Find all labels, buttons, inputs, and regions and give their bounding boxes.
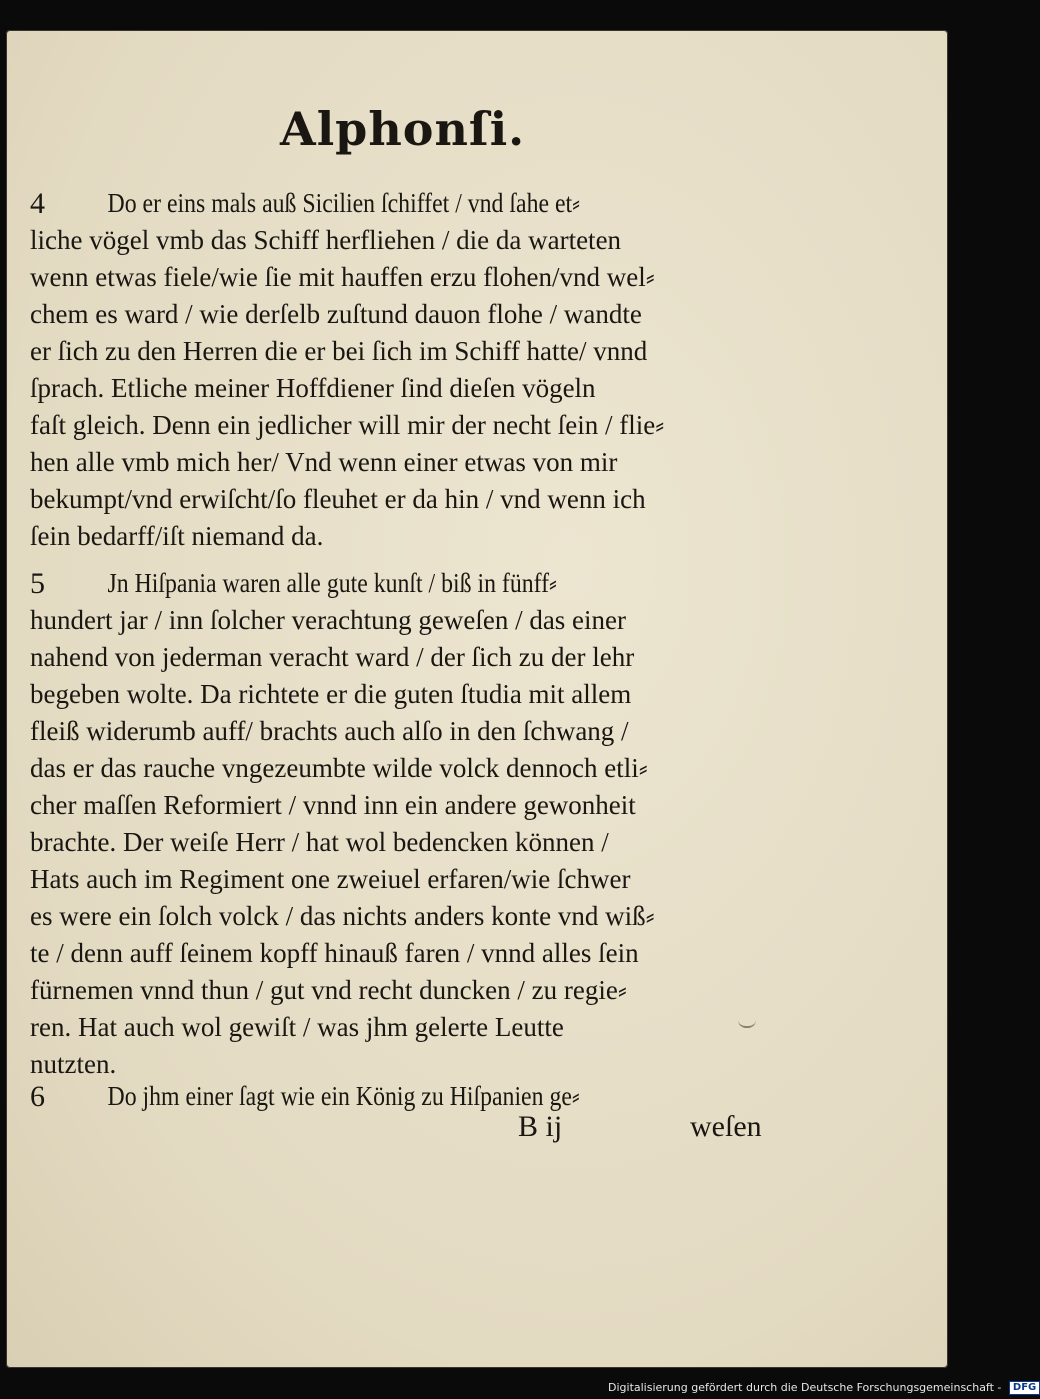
paragraph-number: 4 xyxy=(30,187,45,220)
text-line: fleiß widerumb auff/ brachts auch alſo in den ſchwang / xyxy=(30,716,629,746)
text-line: ſprach. Etliche meiner Hoffdiener ſind dieſen vögeln xyxy=(30,373,596,403)
digitization-footer xyxy=(608,1381,1040,1395)
text-line: brachte. Der weiſe Herr / hat wol bedencken können / xyxy=(30,827,609,857)
paragraph-5 xyxy=(30,565,770,1083)
paragraph-6 xyxy=(30,1078,770,1115)
paragraph-4 xyxy=(30,185,770,555)
text-line: chem es ward / wie derſelb zuſtund dauon flohe / wandte xyxy=(30,299,642,329)
text-line: nahend von jederman veracht ward / der ſich zu der lehr xyxy=(30,642,635,672)
text-line: bekumpt/vnd erwiſcht/ſo fleuhet er da hin / vnd wenn ich xyxy=(30,484,646,514)
text-line: cher maſſen Reformiert / vnnd inn ein andere gewonheit xyxy=(30,790,636,820)
text-line: Jn Hiſpania waren alle gute kunſt / biß in fünff⸗ xyxy=(107,568,557,598)
dfg-logo-icon: DFG xyxy=(1009,1381,1040,1395)
text-line: wenn etwas fiele/wie ſie mit hauffen erzu flohen/vnd wel⸗ xyxy=(30,262,655,292)
paragraph-number: 6 xyxy=(30,1080,45,1113)
text-line: es were ein ſolch volck / das nichts anders konte vnd wiß⸗ xyxy=(30,901,655,931)
text-line: faſt gleich. Denn ein jedlicher will mir der necht ſein / flie⸗ xyxy=(30,410,665,440)
catchword: weſen xyxy=(690,1110,762,1143)
text-line: er ſich zu den Herren die er bei ſich im Schiff hatte/ vnnd xyxy=(30,336,648,366)
text-line: Hats auch im Regiment one zweiuel erfaren/wie ſchwer xyxy=(30,864,631,894)
text-line: hundert jar / inn ſolcher verachtung geweſen / das einer xyxy=(30,605,627,635)
text-line: liche vögel vmb das Schiff herfliehen / die da warteten xyxy=(30,225,622,255)
text-line: Do er eins mals auß Sicilien ſchiffet / vnd ſahe et⸗ xyxy=(107,188,581,218)
text-line: hen alle vmb mich her/ Vnd wenn einer etwas von mir xyxy=(30,447,618,477)
text-line: nutzten. xyxy=(30,1049,117,1079)
text-line: te / denn auff ſeinem kopff hinauß faren / vnnd alles ſein xyxy=(30,938,639,968)
text-line: fürnemen vnnd thun / gut vnd recht duncken / zu regie⸗ xyxy=(30,975,627,1005)
paragraph-number: 5 xyxy=(30,567,45,600)
running-title: Alphonſi. xyxy=(280,102,526,156)
text-line: Do jhm einer ſagt wie ein König zu Hiſpanien ge⸗ xyxy=(107,1081,580,1111)
text-line: das er das rauche vngezeumbte wilde volck dennoch etli⸗ xyxy=(30,753,648,783)
text-line: ſein bedarff/iſt niemand da. xyxy=(30,521,324,551)
text-line: ren. Hat auch wol gewiſt / was jhm gelerte Leutte xyxy=(30,1012,564,1042)
footer-text: Digitalisierung gefördert durch die Deutsche Forschungsgemeinschaft - xyxy=(608,1381,1002,1394)
signature-mark: B ij xyxy=(518,1110,563,1143)
text-line: begeben wolte. Da richtete er die guten ſtudia mit allem xyxy=(30,679,632,709)
